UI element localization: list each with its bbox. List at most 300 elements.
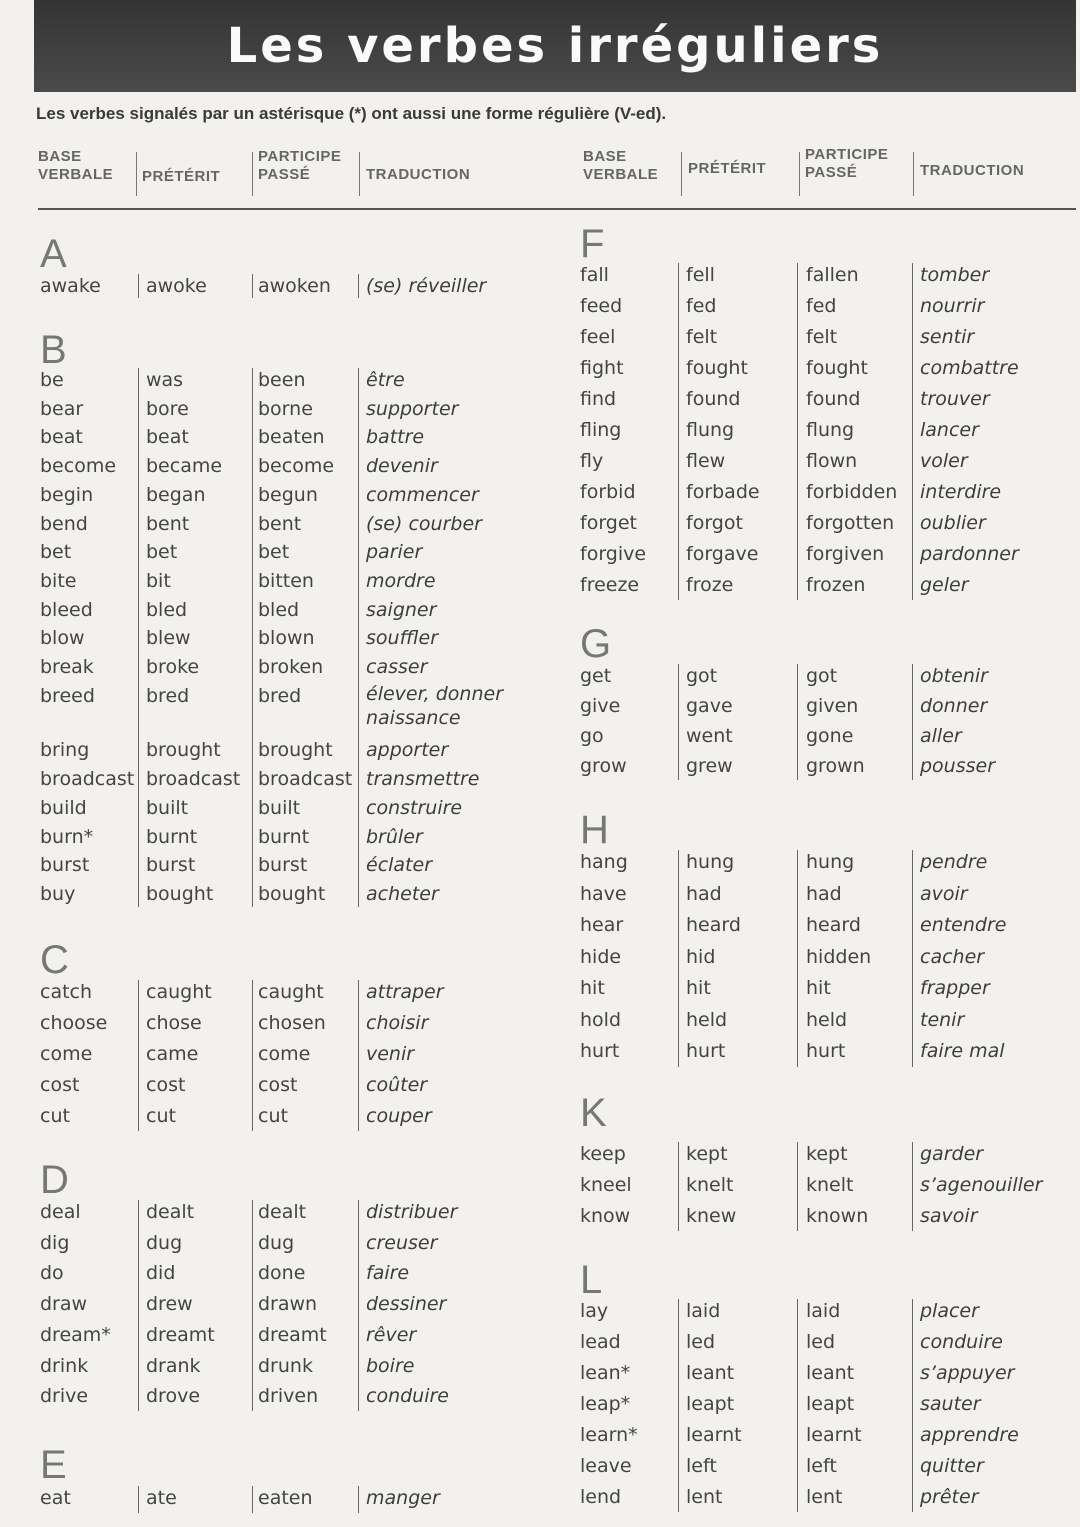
participle-form: bent (258, 512, 302, 535)
column-divider (678, 664, 679, 780)
participle-form: got (806, 665, 838, 687)
preterit-form: drew (146, 1293, 193, 1316)
column-divider (252, 1486, 253, 1513)
participle-form: hung (806, 851, 855, 873)
translation: pendre (920, 851, 988, 873)
translation: entendre (920, 914, 1007, 936)
translation: boire (366, 1354, 415, 1377)
base-form: bleed (40, 598, 93, 621)
participle-form: awoken (258, 275, 331, 297)
participle-form: fallen (806, 264, 859, 286)
translation: nourrir (920, 295, 985, 317)
column-divider (138, 368, 139, 907)
base-form: dream* (40, 1323, 111, 1346)
base-form: grow (580, 755, 627, 777)
translation: apporter (366, 739, 449, 762)
participle-form: fought (806, 357, 868, 379)
preterit-form: dug (146, 1231, 183, 1254)
preterit-form: was (146, 369, 184, 391)
translation: éclater (366, 854, 433, 877)
preterit-form: came (146, 1043, 199, 1065)
header-divider (359, 152, 360, 196)
participle-form: dealt (258, 1201, 307, 1223)
header-participe-right: PARTICIPE PASSÉ (805, 146, 889, 181)
participle-form: left (806, 1455, 837, 1477)
column-divider (358, 368, 359, 907)
section-letter: D (40, 1158, 69, 1202)
header-preterit-left: PRÉTÉRIT (142, 168, 221, 185)
translation: combattre (920, 357, 1019, 379)
base-form: get (580, 665, 612, 687)
translation: cacher (920, 945, 985, 968)
translation: faire (366, 1262, 410, 1285)
translation: obtenir (920, 665, 988, 687)
base-form: hurt (580, 1040, 620, 1062)
translation: élever, donner naissance (366, 682, 504, 729)
column-divider (138, 980, 139, 1131)
base-form: be (40, 369, 64, 391)
translation: devenir (366, 455, 438, 478)
section-letter: C (40, 938, 69, 982)
translation: rêver (366, 1323, 417, 1346)
participle-form: blown (258, 627, 315, 650)
participle-form: bitten (258, 569, 314, 592)
base-form: breed (40, 684, 95, 707)
translation: construire (366, 796, 463, 819)
participle-form: brought (258, 739, 333, 762)
header-traduction-right: TRADUCTION (920, 162, 1025, 179)
base-form: deal (40, 1201, 81, 1223)
column-divider (252, 368, 253, 907)
translation: être (366, 369, 405, 391)
participle-form: dreamt (258, 1323, 327, 1346)
preterit-form: got (686, 665, 718, 687)
translation: placer (920, 1300, 979, 1322)
participle-form: done (258, 1262, 306, 1285)
translation: (se) réveiller (366, 275, 487, 297)
translation: manger (366, 1487, 440, 1509)
preterit-form: dreamt (146, 1323, 215, 1346)
translation: battre (366, 426, 425, 449)
translation: apprendre (920, 1424, 1019, 1446)
header-participe-left: PARTICIPE PASSÉ (258, 148, 342, 183)
column-divider (678, 263, 679, 600)
translation: choisir (366, 1012, 429, 1034)
header-base-right: BASE VERBALE (583, 148, 659, 183)
base-form: do (40, 1262, 64, 1285)
participle-form: bought (258, 882, 326, 905)
section-letter: B (40, 328, 67, 372)
base-form: begin (40, 483, 94, 506)
preterit-form: cost (146, 1074, 186, 1096)
base-form: fight (580, 357, 624, 379)
column-divider (138, 1200, 139, 1411)
participle-form: heard (806, 914, 861, 936)
column-divider (912, 263, 913, 600)
column-divider (912, 664, 913, 780)
preterit-form: chose (146, 1012, 202, 1034)
preterit-form: burst (146, 854, 196, 877)
base-form: kneel (580, 1174, 632, 1196)
column-divider (678, 1142, 679, 1231)
participle-form: flung (806, 419, 855, 441)
translation: (se) courber (366, 512, 482, 535)
participle-form: beaten (258, 426, 325, 449)
participle-form: leapt (806, 1393, 855, 1415)
header-base-left: BASE VERBALE (38, 148, 114, 183)
preterit-form: awoke (146, 275, 207, 297)
participle-form: led (806, 1331, 836, 1353)
preterit-form: had (686, 882, 722, 905)
translation: tomber (920, 264, 990, 286)
translation: s’agenouiller (920, 1174, 1043, 1196)
participle-form: bled (258, 598, 300, 621)
preterit-form: built (146, 796, 189, 819)
participle-form: lent (806, 1486, 843, 1508)
base-form: come (40, 1043, 93, 1065)
participle-form: borne (258, 397, 313, 420)
base-form: break (40, 656, 94, 678)
preterit-form: fed (686, 295, 717, 317)
participle-form: grown (806, 755, 865, 777)
preterit-form: heard (686, 914, 741, 936)
base-form: have (580, 882, 627, 905)
translation: venir (366, 1043, 415, 1065)
base-form: lead (580, 1331, 621, 1353)
preterit-form: left (686, 1455, 717, 1477)
column-divider (252, 274, 253, 298)
translation: commencer (366, 483, 479, 506)
preterit-form: caught (146, 981, 212, 1003)
section-letter: F (580, 222, 605, 266)
preterit-form: bred (146, 684, 190, 707)
base-form: broadcast (40, 768, 135, 791)
participle-form: been (258, 369, 306, 391)
column-divider (252, 980, 253, 1131)
column-divider (252, 1200, 253, 1411)
participle-form: cut (258, 1105, 288, 1127)
preterit-form: grew (686, 755, 733, 777)
preterit-form: bought (146, 882, 214, 905)
base-form: forget (580, 512, 637, 534)
preterit-form: flung (686, 419, 735, 441)
translation: garder (920, 1143, 984, 1165)
participle-form: had (806, 882, 842, 905)
preterit-form: found (686, 388, 741, 410)
preterit-form: broke (146, 656, 200, 678)
translation: pousser (920, 755, 996, 777)
base-form: drive (40, 1385, 89, 1408)
header-divider (681, 152, 682, 196)
base-form: dig (40, 1231, 70, 1254)
base-form: become (40, 455, 117, 478)
preterit-form: bore (146, 397, 189, 420)
participle-form: kept (806, 1143, 848, 1165)
preterit-form: hid (686, 945, 716, 968)
preterit-form: forgot (686, 512, 743, 534)
translation: sauter (920, 1393, 981, 1415)
asterisk-note: Les verbes signalés par un astérisque (*) ont aussi une forme régulière (V-ed). (36, 104, 667, 123)
base-form: bite (40, 569, 77, 592)
participle-form: driven (258, 1385, 319, 1408)
base-form: lend (580, 1486, 622, 1508)
participle-form: frozen (806, 574, 866, 596)
preterit-form: burnt (146, 825, 198, 848)
participle-form: caught (258, 981, 324, 1003)
preterit-form: flew (686, 450, 726, 472)
preterit-form: dealt (146, 1201, 195, 1223)
section-letter: E (40, 1443, 67, 1487)
participle-form: burst (258, 854, 308, 877)
translation: acheter (366, 882, 439, 905)
translation: casser (366, 656, 428, 678)
preterit-form: fell (686, 264, 715, 286)
preterit-form: led (686, 1331, 716, 1353)
column-divider (797, 1299, 798, 1512)
header-divider (136, 152, 137, 196)
base-form: keep (580, 1143, 626, 1165)
column-divider (912, 1142, 913, 1231)
translation: frapper (920, 977, 990, 999)
participle-form: built (258, 796, 301, 819)
column-divider (358, 980, 359, 1131)
translation: avoir (920, 882, 968, 905)
participle-form: hurt (806, 1040, 846, 1062)
base-form: hide (580, 945, 622, 968)
participle-form: become (258, 455, 335, 478)
translation: tenir (920, 1008, 965, 1031)
column-divider (797, 850, 798, 1067)
preterit-form: learnt (686, 1424, 742, 1446)
translation: trouver (920, 388, 990, 410)
preterit-form: bent (146, 512, 190, 535)
base-form: bend (40, 512, 88, 535)
participle-form: eaten (258, 1487, 313, 1509)
preterit-form: became (146, 455, 223, 478)
header-preterit-right: PRÉTÉRIT (688, 160, 767, 177)
preterit-form: gave (686, 695, 733, 717)
participle-form: gone (806, 725, 854, 747)
preterit-form: ate (146, 1487, 177, 1509)
base-form: cost (40, 1074, 80, 1096)
translation: supporter (366, 397, 459, 420)
base-form: freeze (580, 574, 640, 596)
preterit-form: lent (686, 1486, 723, 1508)
translation: lancer (920, 419, 979, 441)
participle-form: knelt (806, 1174, 854, 1196)
base-form: build (40, 796, 87, 819)
base-form: hang (580, 851, 628, 873)
section-letter: G (580, 622, 612, 666)
preterit-form: bled (146, 598, 188, 621)
title-banner (34, 0, 1076, 92)
base-form: leap* (580, 1393, 631, 1415)
participle-form: given (806, 695, 859, 717)
header-divider (252, 152, 253, 196)
base-form: drink (40, 1354, 89, 1377)
participle-form: forgotten (806, 512, 895, 534)
base-form: feed (580, 295, 623, 317)
base-form: hear (580, 914, 624, 936)
preterit-form: cut (146, 1105, 176, 1127)
column-divider (912, 1299, 913, 1512)
header-divider (799, 152, 800, 196)
participle-form: chosen (258, 1012, 326, 1034)
participle-form: cost (258, 1074, 298, 1096)
base-form: know (580, 1205, 631, 1227)
translation: distribuer (366, 1201, 458, 1223)
preterit-form: leant (686, 1362, 735, 1384)
preterit-form: blew (146, 627, 191, 650)
base-form: bring (40, 739, 90, 762)
translation: saigner (366, 598, 437, 621)
translation: souffler (366, 627, 439, 650)
preterit-form: bet (146, 541, 178, 564)
column-divider (797, 1142, 798, 1231)
preterit-form: kept (686, 1143, 728, 1165)
base-form: hit (580, 977, 605, 999)
translation: aller (920, 725, 962, 747)
participle-form: laid (806, 1300, 841, 1322)
participle-form: fed (806, 295, 837, 317)
base-form: awake (40, 275, 101, 297)
base-form: draw (40, 1293, 88, 1316)
preterit-form: went (686, 725, 733, 747)
translation: sentir (920, 326, 975, 348)
participle-form: flown (806, 450, 858, 472)
preterit-form: began (146, 483, 206, 506)
translation: quitter (920, 1455, 984, 1477)
base-form: find (580, 388, 617, 410)
section-letter: A (40, 232, 67, 276)
participle-form: held (806, 1008, 848, 1031)
preterit-form: felt (686, 326, 718, 348)
preterit-form: leapt (686, 1393, 735, 1415)
column-divider (678, 1299, 679, 1512)
preterit-form: hit (686, 977, 711, 999)
participle-form: forbidden (806, 481, 898, 503)
participle-form: leant (806, 1362, 855, 1384)
translation: geler (920, 574, 969, 596)
translation: dessiner (366, 1293, 447, 1316)
participle-form: dug (258, 1231, 295, 1254)
preterit-form: did (146, 1262, 176, 1285)
participle-form: come (258, 1043, 311, 1065)
preterit-form: drank (146, 1354, 201, 1377)
base-form: bear (40, 397, 84, 420)
section-letter: K (580, 1091, 607, 1135)
base-form: forgive (580, 543, 647, 565)
translation: s’appuyer (920, 1362, 1015, 1384)
participle-form: bet (258, 541, 290, 564)
section-letter: H (580, 808, 609, 852)
translation: prêter (920, 1486, 979, 1508)
translation: conduire (920, 1331, 1003, 1353)
participle-form: burnt (258, 825, 310, 848)
participle-form: bred (258, 684, 302, 707)
base-form: blow (40, 627, 85, 650)
translation: creuser (366, 1231, 438, 1254)
participle-form: drunk (258, 1354, 313, 1377)
preterit-form: froze (686, 574, 734, 596)
translation: savoir (920, 1205, 978, 1227)
translation: couper (366, 1105, 432, 1127)
participle-form: hidden (806, 945, 872, 968)
base-form: give (580, 695, 621, 717)
base-form: forbid (580, 481, 636, 503)
base-form: go (580, 725, 604, 747)
base-form: hold (580, 1008, 622, 1031)
column-divider (138, 1486, 139, 1513)
translation: transmettre (366, 768, 480, 791)
preterit-form: hung (686, 851, 735, 873)
translation: donner (920, 695, 988, 717)
column-divider (912, 850, 913, 1067)
participle-form: felt (806, 326, 838, 348)
translation: coûter (366, 1074, 428, 1096)
translation: voler (920, 450, 968, 472)
base-form: learn* (580, 1424, 638, 1446)
translation: parier (366, 541, 423, 564)
base-form: lean* (580, 1362, 631, 1384)
base-form: choose (40, 1012, 108, 1034)
preterit-form: drove (146, 1385, 201, 1408)
participle-form: hit (806, 977, 831, 999)
base-form: catch (40, 981, 93, 1003)
base-form: feel (580, 326, 616, 348)
base-form: eat (40, 1487, 71, 1509)
preterit-form: beat (146, 426, 189, 449)
participle-form: broadcast (258, 768, 353, 791)
base-form: burst (40, 854, 90, 877)
preterit-form: knew (686, 1205, 737, 1227)
base-form: fly (580, 450, 604, 472)
base-form: beat (40, 426, 83, 449)
preterit-form: forgave (686, 543, 759, 565)
base-form: lay (580, 1300, 609, 1322)
base-form: fling (580, 419, 622, 441)
translation: oublier (920, 512, 986, 534)
base-form: burn* (40, 825, 94, 848)
column-divider (138, 274, 139, 298)
column-divider (678, 850, 679, 1067)
column-divider (358, 1486, 359, 1513)
base-form: cut (40, 1105, 70, 1127)
base-form: fall (580, 264, 609, 286)
translation: attraper (366, 981, 444, 1003)
page-title: Les verbes irréguliers (226, 18, 884, 74)
header-rule (38, 208, 1076, 210)
header-traduction-left: TRADUCTION (366, 166, 471, 183)
translation: pardonner (920, 543, 1019, 565)
translation: conduire (366, 1385, 449, 1408)
translation: mordre (366, 569, 436, 592)
participle-form: begun (258, 483, 318, 506)
preterit-form: held (686, 1008, 728, 1031)
participle-form: drawn (258, 1293, 318, 1316)
translation: brûler (366, 825, 423, 848)
column-divider (797, 664, 798, 780)
preterit-form: fought (686, 357, 748, 379)
base-form: buy (40, 882, 76, 905)
column-divider (358, 274, 359, 298)
preterit-form: broadcast (146, 768, 241, 791)
preterit-form: laid (686, 1300, 721, 1322)
participle-form: broken (258, 656, 324, 678)
participle-form: found (806, 388, 861, 410)
participle-form: known (806, 1205, 869, 1227)
participle-form: learnt (806, 1424, 862, 1446)
